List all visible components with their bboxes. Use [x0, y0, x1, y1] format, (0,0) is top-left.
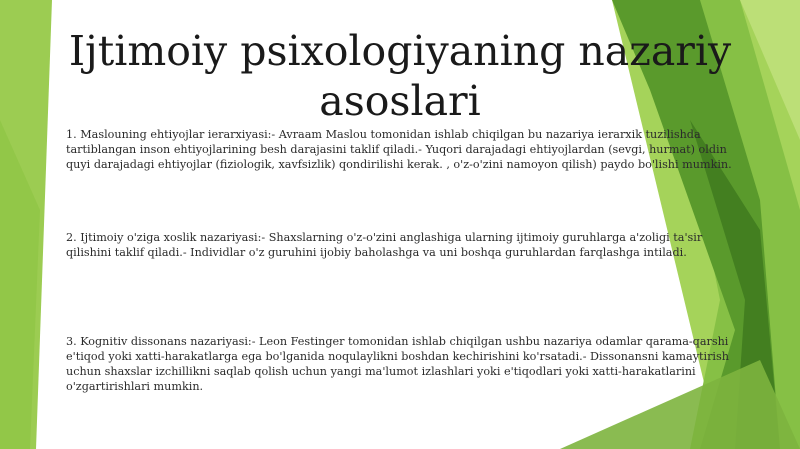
slide-title: Ijtimoiy psixologiyaning nazariy asoslari — [68, 27, 732, 125]
paragraph-maslow: 1. Maslouning ehtiyojlar ierarxiyasi:- Avraam Maslou tomonidan ishlab chiqilgan bu nazariya ierarxik tuzilishda tartiblangan inson ehtiyojlarining besh darajasini taklif qiladi.- Yuqori darajadagi ehtiyojlardan (sevgi, hurmat) oldin quyi darajadagi ehtiyojlar (fiziologik, xavfsizlik) qondirilishi kerak. , o'z-o'zini namoyon qilish) paydo bo'lishi mumkin. — [66, 128, 732, 171]
paragraph-cognitive-dissonance: 3. Kognitiv dissonans nazariyasi:- Leon Festinger tomonidan ishlab chiqilgan ushbu nazariya odamlar qarama-qarshi e'tiqod yoki xatti-harakatlarga ega bo'lganida noqulaylikni boshdan kechirishini ko'rsatadi.- Dissonansni kamaytirish uchun shaxslar izchillikni saqlab qolish uchun yangi ma'lumot izlashlari yoki e'tiqodlari yoki xatti-harakatlarini o'zgartirishlari mumkin. — [66, 335, 729, 393]
paragraph-social-identity: 2. Ijtimoiy o'ziga xoslik nazariyasi:- Shaxslarning o'z-o'zini anglashiga ularning ijtimoiy guruhlarga a'zoligi ta'sir qilishini taklif qiladi.- Individlar o'z guruhini ijobiy baholashga va uni boshqa guruhlardan farqlashga intiladi. — [66, 231, 703, 259]
